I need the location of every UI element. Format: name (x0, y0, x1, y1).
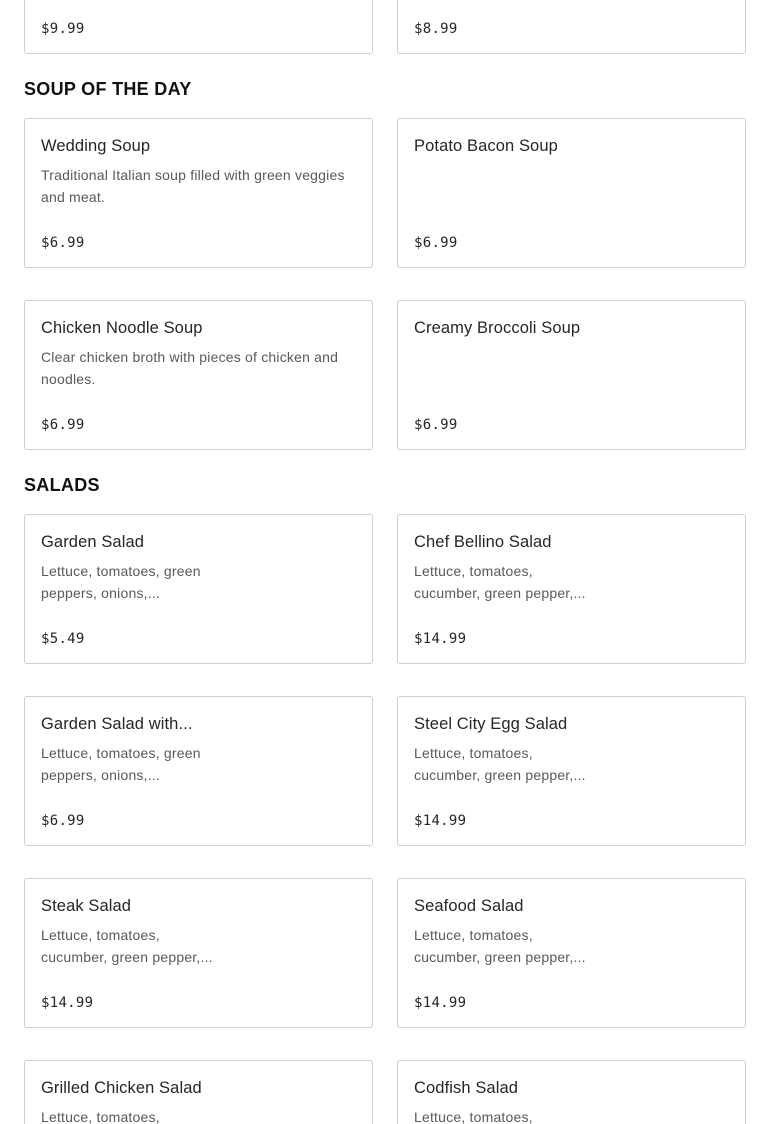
menu-item-card[interactable] (24, 300, 373, 450)
item-name: Steel City Egg Salad (414, 715, 568, 733)
item-description: Lettuce, tomatoes, cucumber, green pepper,... (414, 563, 586, 601)
item-price: $8.99 (414, 21, 458, 37)
item-price: $6.99 (41, 813, 85, 829)
item-price: $6.99 (41, 417, 85, 433)
item-name: Grilled Chicken Salad (41, 1079, 202, 1097)
item-name: Potato Bacon Soup (414, 137, 558, 155)
menu-item-card[interactable] (397, 300, 746, 450)
menu-item-card[interactable] (397, 878, 746, 1028)
item-description: Clear chicken broth with pieces of chicken and noodles. (41, 349, 339, 387)
item-price: $14.99 (414, 995, 467, 1011)
item-description: Lettuce, tomatoes, green peppers, onions,... (41, 563, 201, 601)
item-price: $5.49 (41, 631, 85, 647)
item-name: Steak Salad (41, 897, 132, 915)
menu-item-card[interactable] (24, 1060, 373, 1124)
item-price: $6.99 (414, 235, 458, 251)
item-description: Lettuce, tomatoes, cucumber, green pepper,... (41, 927, 213, 965)
item-price: $9.99 (41, 21, 85, 37)
item-name: Seafood Salad (414, 897, 524, 915)
menu-item-card[interactable] (24, 514, 373, 664)
item-price: $6.99 (41, 235, 85, 251)
section-title-salads: SALADS (24, 475, 100, 495)
item-price: $14.99 (414, 631, 467, 647)
item-name: Wedding Soup (41, 137, 151, 155)
section-title-soup: SOUP OF THE DAY (24, 79, 192, 99)
item-name: Garden Salad with... (41, 715, 193, 733)
item-name: Chef Bellino Salad (414, 533, 552, 551)
item-description: Lettuce, tomatoes, cucumber, green pepper,... (414, 745, 586, 783)
item-name: Garden Salad (41, 533, 145, 551)
item-price: $14.99 (414, 813, 467, 829)
menu-item-card[interactable] (24, 0, 373, 54)
menu-item-card[interactable] (397, 118, 746, 268)
menu-item-card[interactable] (24, 878, 373, 1028)
menu-item-card[interactable] (397, 514, 746, 664)
item-description: Lettuce, tomatoes, cucumber, green pepper,... (414, 927, 586, 965)
menu-item-card[interactable] (24, 118, 373, 268)
item-description: Lettuce, tomatoes, (414, 1109, 533, 1124)
menu-item-card[interactable] (24, 696, 373, 846)
item-price: $14.99 (41, 995, 94, 1011)
item-name: Chicken Noodle Soup (41, 319, 203, 337)
item-name: Creamy Broccoli Soup (414, 319, 581, 337)
item-description: Traditional Italian soup filled with green veggies and meat. (41, 167, 345, 205)
menu-item-card[interactable] (397, 1060, 746, 1124)
item-name: Codfish Salad (414, 1079, 519, 1097)
item-description: Lettuce, tomatoes, green peppers, onions,... (41, 745, 201, 783)
item-description: Lettuce, tomatoes, (41, 1109, 160, 1124)
menu-item-card[interactable] (397, 0, 746, 54)
menu-item-card[interactable] (397, 696, 746, 846)
item-price: $6.99 (414, 417, 458, 433)
